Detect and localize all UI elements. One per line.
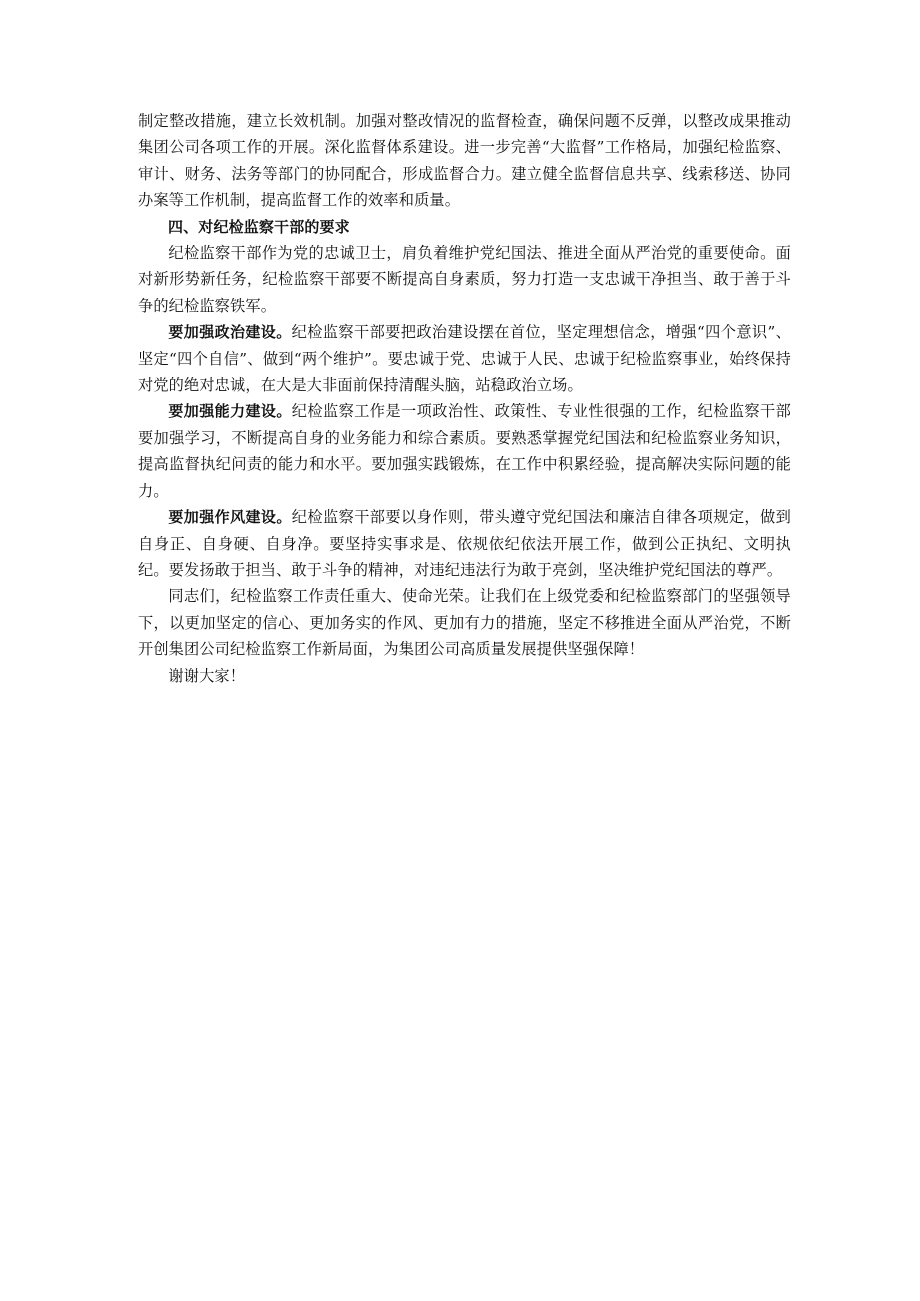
paragraph-cadre-intro: 纪检监察干部作为党的忠诚卫士，肩负着维护党纪国法、推进全面从严治党的重要使命。面对新形势新任务，纪检监察干部要不断提高自身素质，努力打造一支忠诚干净担当、敢于善于斗争的纪检监察铁军。: [138, 244, 791, 315]
body-political-building: 纪检监察干部要把政治建设摆在首位，坚定理想信念，增强“四个意识”、坚定“四个自信”、做到“两个维护”。要忠诚于党、忠诚于人民、忠诚于纪检监察事业，始终保持对党的绝对忠诚，在大是大非面前保持清醒头脑，站稳政治立场。: [138, 323, 792, 395]
paragraph-supervision-system: 制定整改措施，建立长效机制。加强对整改情况的监督检查，确保问题不反弹，以整改成果推动集团公司各项工作的开展。深化监督体系建设。进一步完善“大监督”工作格局，加强纪检监察、审计、财务、法务等部门的协同配合，形成监督合力。建立健全监督信息共享、线索移送、协同办案等工作机制，提高监督工作的效率和质量。: [138, 112, 791, 210]
paragraph-closing: 同志们，纪检监察工作责任重大、使命光荣。让我们在上级党委和纪检监察部门的坚强领导下，以更加坚定的信心、更加务实的作风、更加有力的措施，坚定不移推进全面从严治党，不断开创集团公司纪检监察工作新局面，为集团公司高质量发展提供坚强保障！: [138, 587, 791, 659]
paragraph-style-building: [138, 504, 791, 583]
paragraph-capability-building: [138, 398, 791, 504]
lead-capability-building: 要加强能力建设。: [168, 402, 292, 421]
body-style-building: 纪检监察干部要以身作则，带头遵守党纪国法和廉洁自律各项规定，做到自身正、自身硬、自身净。要坚持实事求是、依规依纪依法开展工作，做到公正执纪、文明执纪。要发扬敢于担当、敢于斗争的精神，对违纪违法行为敢于亮剑，坚决维护党纪国法的尊严。: [138, 508, 791, 579]
body-capability-building: 纪检监察工作是一项政治性、政策性、专业性很强的工作，纪检监察干部要加强学习，不断提高自身的业务能力和综合素质。要熟悉掌握党纪国法和纪检监察业务知识，提高监督执纪问责的能力和水平。要加强实践锻炼，在工作中积累经验，提高解决实际问题的能力。: [138, 402, 791, 500]
paragraph-political-building: [138, 319, 791, 398]
section-heading-4: 四、对纪检监察干部的要求: [168, 217, 350, 236]
document-body: [138, 108, 791, 689]
paragraph-thanks: 谢谢大家！: [168, 666, 246, 685]
lead-political-building: 要加强政治建设。: [168, 323, 292, 342]
lead-style-building: 要加强作风建设。: [168, 508, 292, 527]
